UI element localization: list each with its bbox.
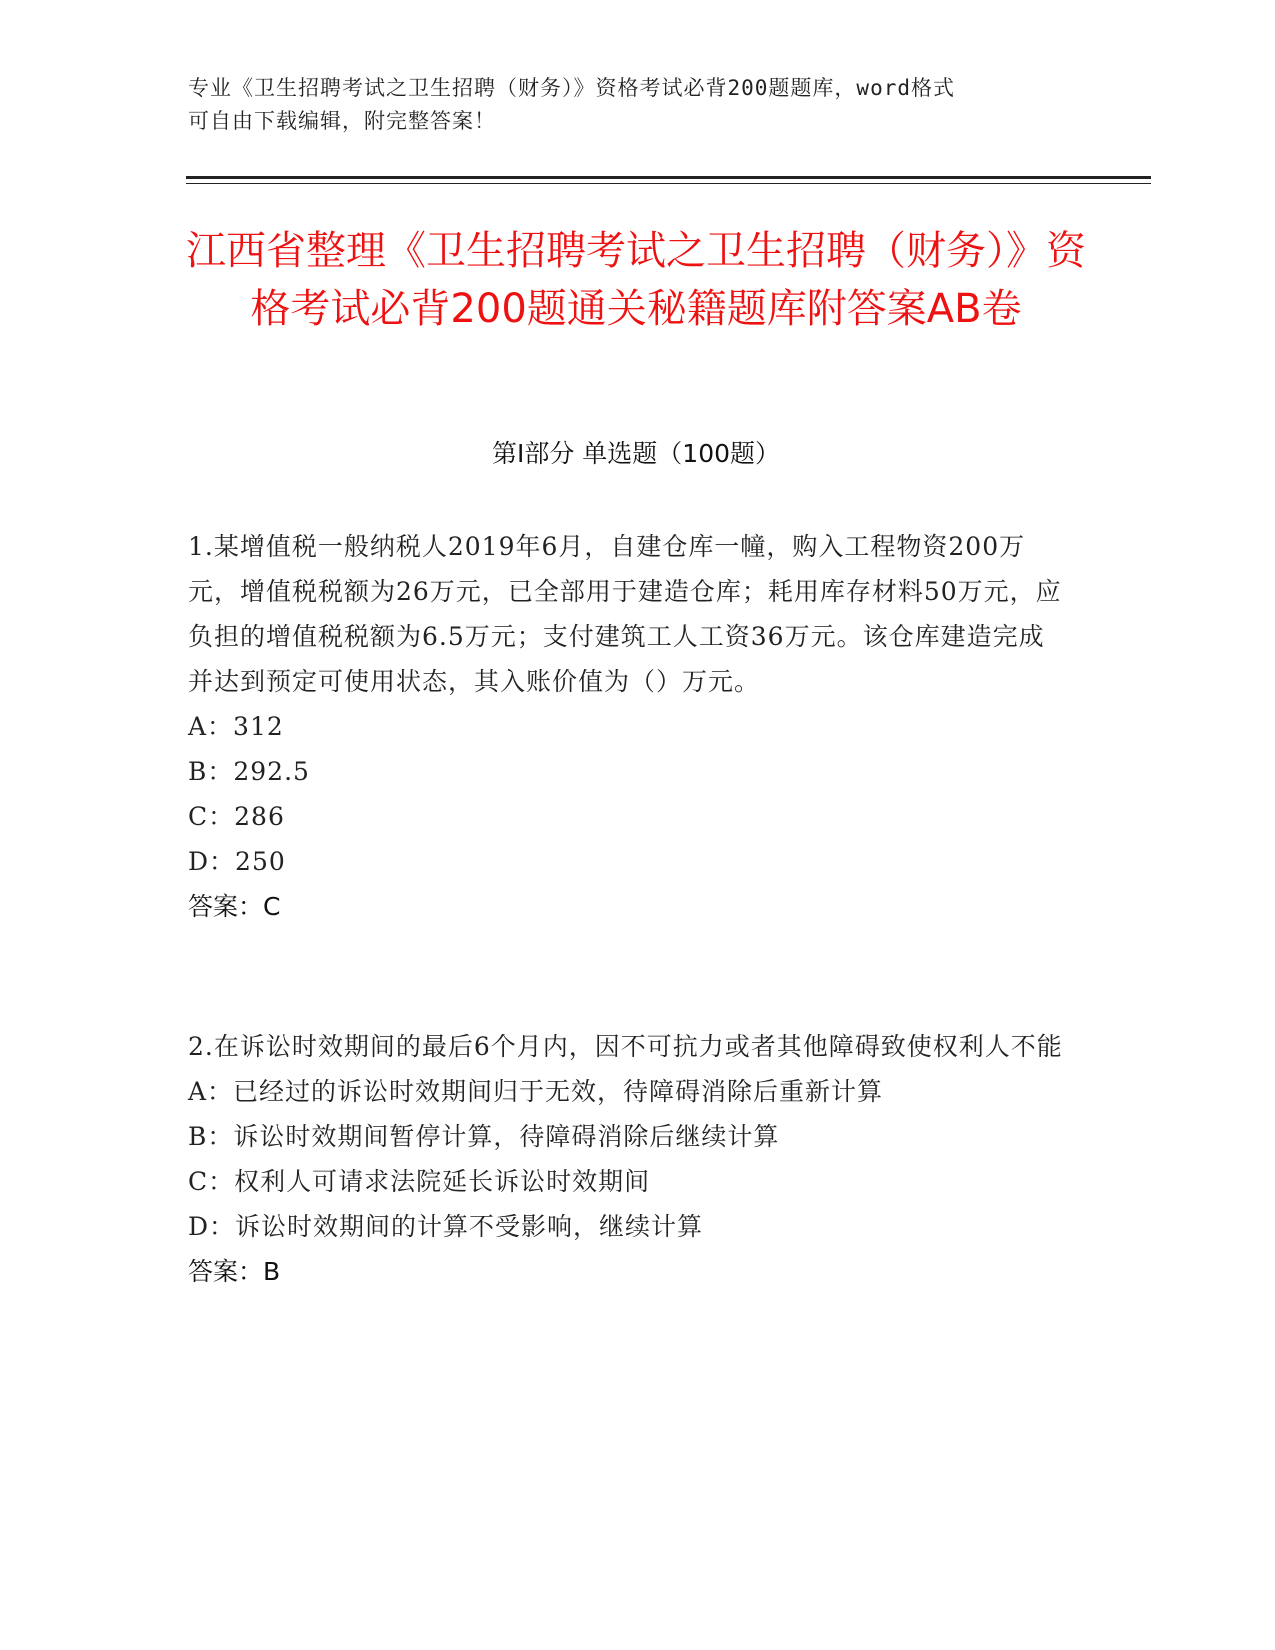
option-d: D：诉讼时效期间的计算不受影响，继续计算 xyxy=(188,1212,704,1241)
question-stem: 2.在诉讼时效期间的最后6个月内，因不可抗力或者其他障碍致使权利人不能 xyxy=(188,1032,1063,1061)
header-note-line-1: 专业《卫生招聘考试之卫生招聘（财务）》资格考试必背200题题库，word格式 xyxy=(188,76,955,100)
option-c: C：286 xyxy=(188,802,285,831)
answer: 答案：C xyxy=(188,892,281,921)
option-d: D：250 xyxy=(188,847,286,876)
option-b: B：292.5 xyxy=(188,757,310,786)
header-divider-thick xyxy=(186,176,1151,179)
question-stem: 1.某增值税一般纳税人2019年6月，自建仓库一幢，购入工程物资200万元，增值税税额为26万元，已全部用于建造仓库；耗用库存材料50万元，应负担的增值税税额为6.5万元；支付建筑工人工资36万元。该仓库建造完成并达到预定可使用状态，其入账价值为（）万元。 xyxy=(188,532,1062,696)
option-a: A：312 xyxy=(188,712,284,741)
section-title: 第Ⅰ部分 单选题（100题） xyxy=(491,439,781,468)
option-a: A：已经过的诉讼时效期间归于无效，待障碍消除后重新计算 xyxy=(188,1077,884,1106)
answer: 答案：B xyxy=(188,1257,281,1286)
option-c: C：权利人可请求法院延长诉讼时效期间 xyxy=(188,1167,651,1196)
header-divider-thin xyxy=(186,183,1151,184)
question-2 xyxy=(188,1024,1068,1294)
header-note-line-2: 可自由下载编辑，附完整答案！ xyxy=(188,109,496,133)
document-title: 江西省整理《卫生招聘考试之卫生招聘（财务）》资格考试必背200题通关秘籍题库附答案AB卷 xyxy=(186,228,1086,332)
option-b: B：诉讼时效期间暂停计算，待障碍消除后继续计算 xyxy=(188,1122,780,1151)
question-1 xyxy=(188,524,1068,929)
header-note xyxy=(188,72,1088,138)
